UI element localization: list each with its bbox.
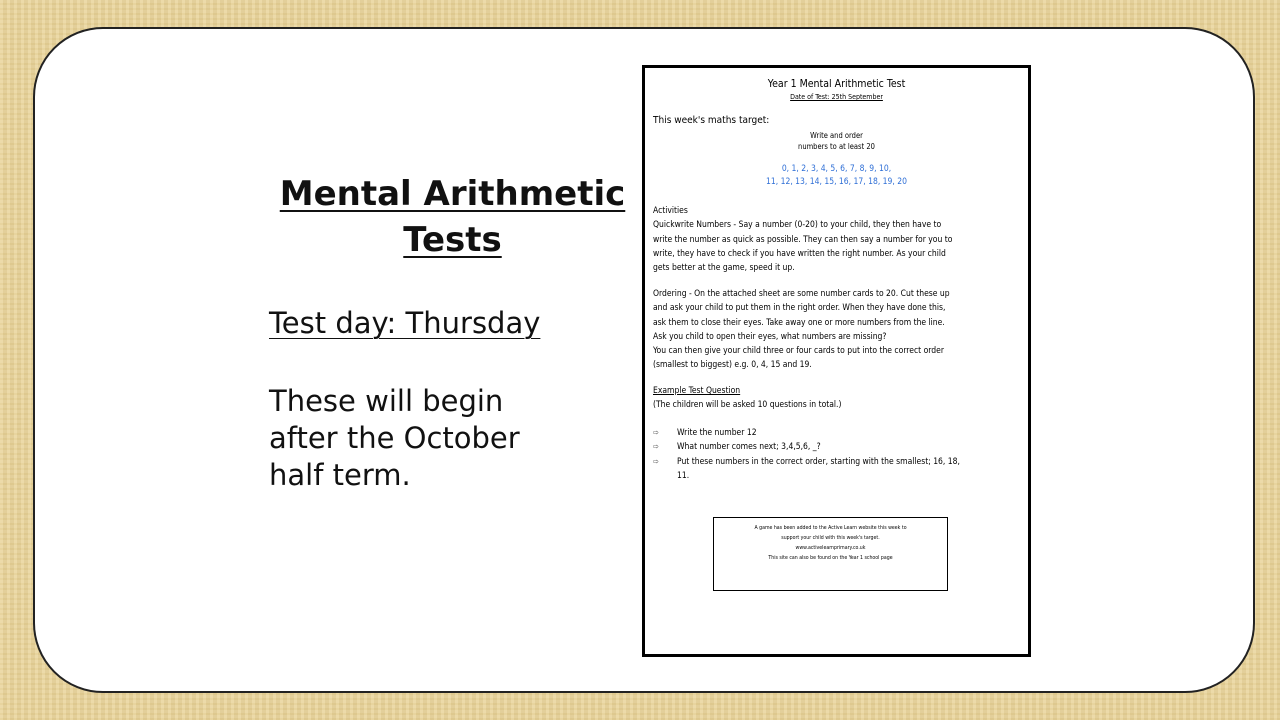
slide-title-line1: Mental Arithmetic: [279, 174, 626, 214]
test-day-text: Test day: Thursday: [269, 306, 541, 340]
slide-title-line2: Tests: [403, 220, 502, 260]
sheet-numbers: [645, 163, 1028, 189]
box-line4: This site can also be found on the Year 1 school page: [768, 555, 893, 561]
begin-text: [269, 383, 569, 494]
question-item-continued: [653, 469, 1013, 483]
example-heading: Example Test Question: [653, 386, 741, 396]
sheet-title: Year 1 Mental Arithmetic Test: [767, 78, 906, 90]
ordering-line: and ask your child to put them in the right order. When they have done this,: [653, 303, 946, 314]
question-item: [653, 455, 1013, 469]
question-text-cont: 11.: [677, 470, 690, 481]
sheet-activities: [653, 204, 1013, 275]
ordering-line: Ask you child to open their eyes, what numbers are missing?: [653, 331, 887, 342]
question-text: What number comes next; 3,4,5,6, _?: [677, 442, 821, 453]
arrow-icon: ⇨: [653, 442, 660, 452]
sheet-numbers-line1: 0, 1, 2, 3, 4, 5, 6, 7, 8, 9, 10,: [781, 164, 892, 174]
ordering-line: ask them to close their eyes. Take away one or more numbers from the line.: [653, 317, 945, 328]
quickwrite-line: write the number as quick as possible. They can then say a number for you to: [653, 234, 953, 245]
sheet-questions: [653, 426, 1013, 483]
sheet-website-box: [713, 517, 948, 591]
ordering-line: You can then give your child three or four cards to put into the correct order: [653, 346, 944, 357]
slide-title: [270, 171, 635, 263]
sheet-date: Date of Test: 25th September: [790, 93, 883, 101]
question-item: [653, 440, 1013, 454]
sheet-numbers-line2: 11, 12, 13, 14, 15, 16, 17, 18, 19, 20: [766, 177, 907, 187]
begin-line3: half term.: [269, 458, 411, 492]
question-text: Write the number 12: [677, 428, 757, 438]
question-text: Put these numbers in the correct order, starting with the smallest; 16, 18,: [677, 456, 960, 467]
sheet-target-line2: numbers to at least 20: [798, 142, 875, 151]
example-note: (The children will be asked 10 questions in total.): [653, 400, 842, 411]
arrow-icon: ⇨: [653, 428, 660, 437]
begin-line1: These will begin: [269, 384, 504, 418]
sheet-target-text: [645, 130, 1028, 152]
ordering-line: (smallest to biggest) e.g. 0, 4, 15 and 19.: [653, 360, 812, 371]
question-item: [653, 426, 1013, 440]
sheet-ordering: [653, 287, 1013, 373]
activities-heading: Activities: [653, 206, 688, 216]
quickwrite-line: gets better at the game, speed it up.: [653, 263, 795, 274]
sheet-target-line1: Write and order: [810, 131, 863, 140]
sheet-example: [653, 384, 1013, 413]
quickwrite-line: write, they have to check if you have written the right number. As your child: [653, 248, 946, 259]
test-sheet-image: [642, 65, 1031, 657]
ordering-line: Ordering - On the attached sheet are some number cards to 20. Cut these up: [653, 289, 950, 299]
begin-line2: after the October: [269, 421, 520, 455]
box-line2: support your child with this week's target.: [781, 535, 880, 541]
box-line3: www.activelearnprimary.co.uk: [795, 545, 866, 551]
quickwrite-line: Quickwrite Numbers - Say a number (0-20) to your child, they then have to: [653, 220, 942, 231]
arrow-icon: ⇨: [653, 456, 660, 466]
box-line1: A game has been added to the Active Learn website this week to: [754, 525, 907, 531]
sheet-target-label: This week's maths target:: [653, 115, 770, 126]
